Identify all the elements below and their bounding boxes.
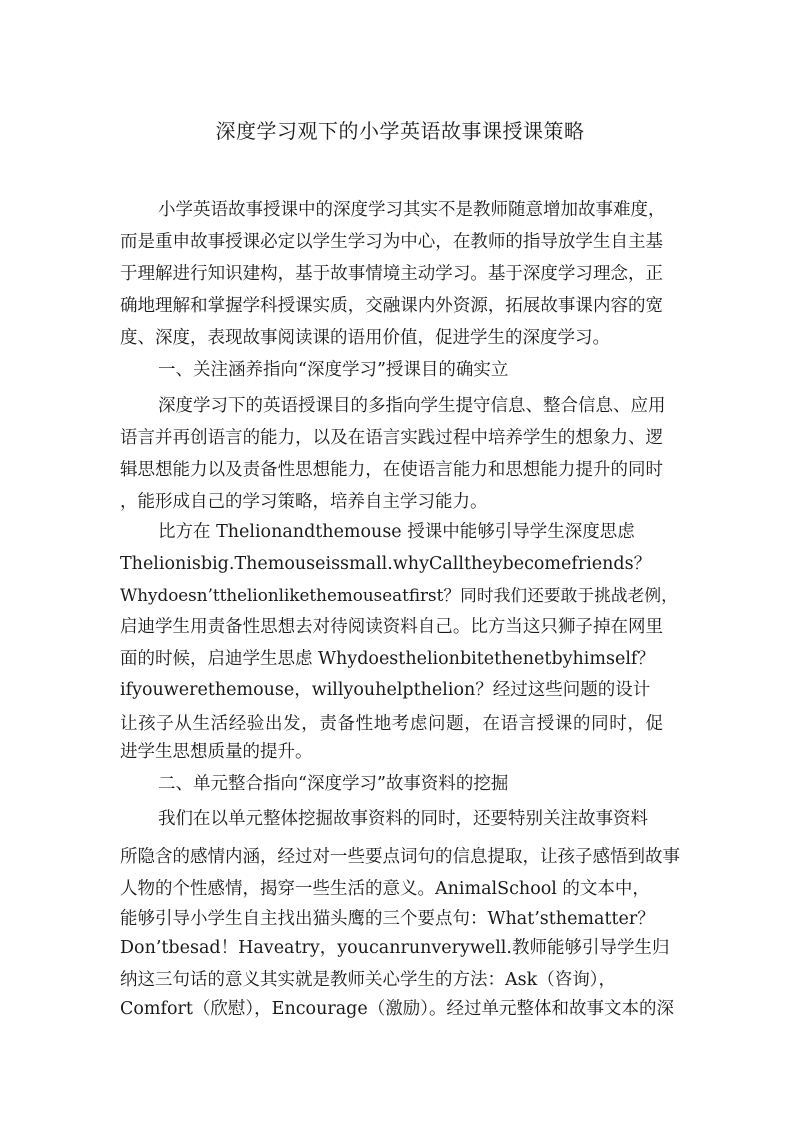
paragraph-line: 进学生思想质量的提升。 bbox=[120, 742, 313, 762]
paragraph-line: 人物的个性感情，揭穿一些生活的意义。AnimalSchool 的文本中， bbox=[120, 879, 650, 899]
paragraph-line: 启迪学生用责备性思想去对待阅读资料自己。比方当这只狮子掉在网里 bbox=[120, 617, 663, 637]
paragraph-line: 纳这三句话的意义其实就是教师关心学生的方法：Ask（咨询）， bbox=[120, 970, 616, 990]
intro-line: 度、深度，表现故事阅读课的语用价值，促进学生的深度学习。 bbox=[120, 328, 610, 348]
paragraph-line: ifyouwerethemouse，willyouhelpthelion？经过这些问题的设计 bbox=[120, 680, 651, 700]
section-heading: 二、单元整合指向“深度学习”故事资料的挖掘 bbox=[158, 774, 509, 794]
intro-line: 确地理解和掌握学科授课实质，交融课内外资源，拓展故事课内容的宽 bbox=[120, 296, 663, 316]
section-heading: 一、关注涵养指向“深度学习”授课目的确实立 bbox=[158, 360, 509, 380]
paragraph-line: 能够引导小学生自主找出猫头鹰的三个要点句：What’sthematter？ bbox=[120, 909, 655, 929]
paragraph-line: Don’tbesad！Haveatry，youcanrunverywell.教师能够引导学生归 bbox=[120, 938, 670, 958]
paragraph-line: 辑思想能力以及责备性思想能力，在使语言能力和思想能力提升的同时 bbox=[120, 460, 663, 480]
intro-line: 小学英语故事授课中的深度学习其实不是教师随意增加故事难度， bbox=[158, 200, 666, 220]
intro-line: 于理解进行知识建构，基于故事情境主动学习。基于深度学习理念，正 bbox=[120, 264, 663, 284]
paragraph-line: 语言并再创语言的能力，以及在语言实践过程中培养学生的想象力、逻 bbox=[120, 428, 663, 448]
paragraph-line: Thelionisbig.Themouseissmall.whyCalltheybecomefriends？ bbox=[120, 554, 652, 574]
paragraph-line: Comfort（欣慰），Encourage（激励）。经过单元整体和故事文本的深 bbox=[120, 999, 674, 1019]
paragraph-line: 面的时候，启迪学生思虑 Whydoesthelionbitethenetbyhimself？ bbox=[120, 649, 655, 669]
intro-line: 而是重申故事授课必定以学生学习为中心，在教师的指导放学生自主基 bbox=[120, 232, 663, 252]
paragraph-line: ，能形成自己的学习策略，培养自主学习能力。 bbox=[120, 492, 488, 512]
paragraph-line: 让孩子从生活经验出发，责备性地考虑问题，在语言授课的同时，促 bbox=[120, 714, 663, 734]
paragraph-line: 深度学习下的英语授课目的多指向学生提守信息、整合信息、应用 bbox=[158, 396, 666, 416]
paragraph-line: 我们在以单元整体挖掘故事资料的同时，还要特别关注故事资料 bbox=[158, 809, 648, 829]
paragraph-line: 比方在 Thelionandthemouse 授课中能够引导学生深度思虑 bbox=[158, 522, 635, 542]
paragraph-line: Whydoesn’tthelionlikethemouseatfirst？同时我们还要敢于挑战老例， bbox=[120, 585, 678, 605]
paragraph-line: 所隐含的感情内涵，经过对一些要点词句的信息提取，让孩子感悟到故事 bbox=[120, 847, 680, 867]
document-title: 深度学习观下的小学英语故事课授课策略 bbox=[215, 119, 585, 143]
